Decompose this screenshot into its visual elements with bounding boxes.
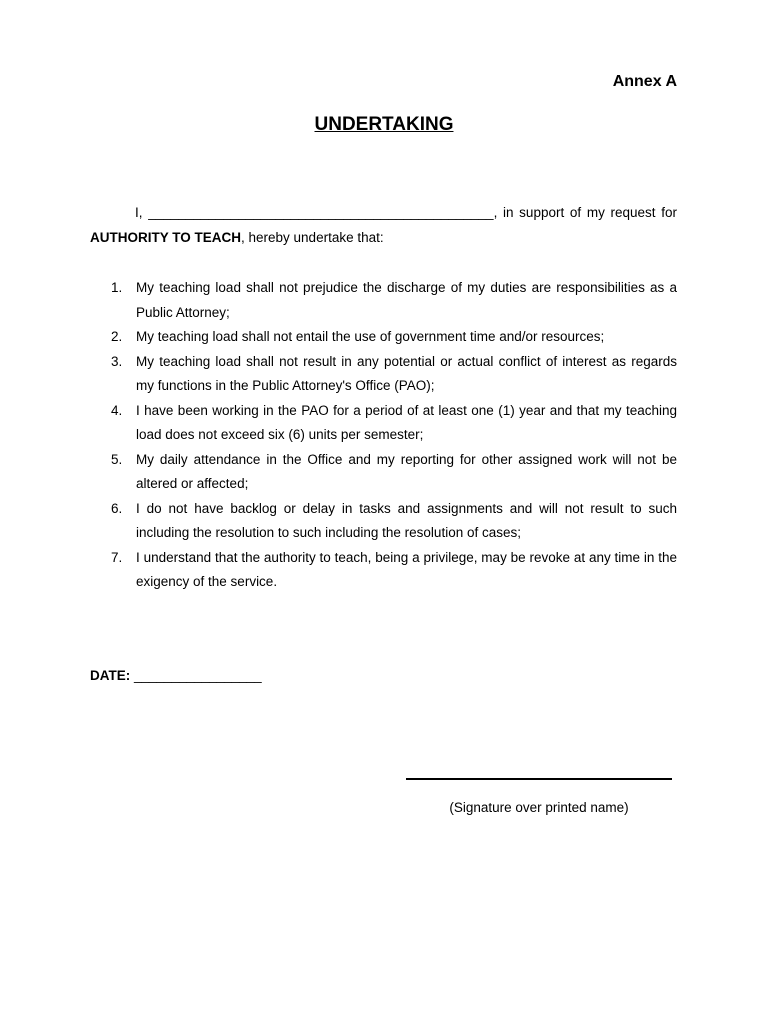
list-item	[90, 546, 677, 595]
list-item-text: I have been working in the PAO for a period of at least one (1) year and that my teaching load does not exceed six (6) units per semester;	[136, 402, 677, 442]
list-item-number: 5.	[111, 451, 123, 467]
list-item	[90, 276, 677, 325]
list-item-text: My teaching load shall not result in any potential or actual conflict of interest as regards my functions in the Public Attorney's Office (PAO);	[136, 353, 677, 393]
list-item-text: My teaching load shall not prejudice the discharge of my duties are responsibilities as a Public Attorney;	[136, 280, 677, 320]
signature-line	[406, 778, 672, 780]
list-item-text: My daily attendance in the Office and my reporting for other assigned work will not be altered or affected;	[136, 451, 677, 491]
list-item-text: I do not have backlog or delay in tasks and assignments and will not result to such including the resolution to such including the resolution of cases;	[136, 500, 677, 540]
list-item-number: 6.	[111, 500, 123, 516]
date-blank: _________________	[134, 668, 262, 683]
list-item-number: 3.	[111, 353, 123, 369]
intro-paragraph	[90, 200, 677, 250]
list-item	[90, 448, 677, 497]
list-item	[90, 325, 677, 350]
signature-caption: (Signature over printed name)	[449, 800, 629, 815]
authority-to-teach-text: AUTHORITY TO TEACH	[90, 229, 242, 245]
list-item	[90, 497, 677, 546]
document-title: UNDERTAKING	[314, 114, 454, 135]
list-item-number: 1.	[111, 280, 123, 295]
list-item	[90, 350, 677, 399]
list-item	[90, 399, 677, 448]
intro-middle: , in support of my request for	[493, 204, 677, 220]
intro-prefix: I,	[135, 204, 149, 220]
name-blank: ______________________________________________	[148, 204, 494, 220]
undertaking-list	[90, 276, 677, 595]
list-item-number: 7.	[111, 549, 123, 565]
list-item-number: 4.	[111, 402, 123, 418]
list-item-text: My teaching load shall not entail the use of government time and/or resources;	[136, 329, 605, 344]
annex-label: Annex A	[612, 73, 677, 90]
list-item-number: 2.	[111, 329, 123, 344]
list-item-text: I understand that the authority to teach, being a privilege, may be revoke at any time in the exigency of the service.	[136, 549, 677, 589]
date-field	[90, 668, 262, 683]
date-label: DATE:	[90, 668, 131, 683]
intro-suffix: , hereby undertake that:	[241, 229, 384, 245]
